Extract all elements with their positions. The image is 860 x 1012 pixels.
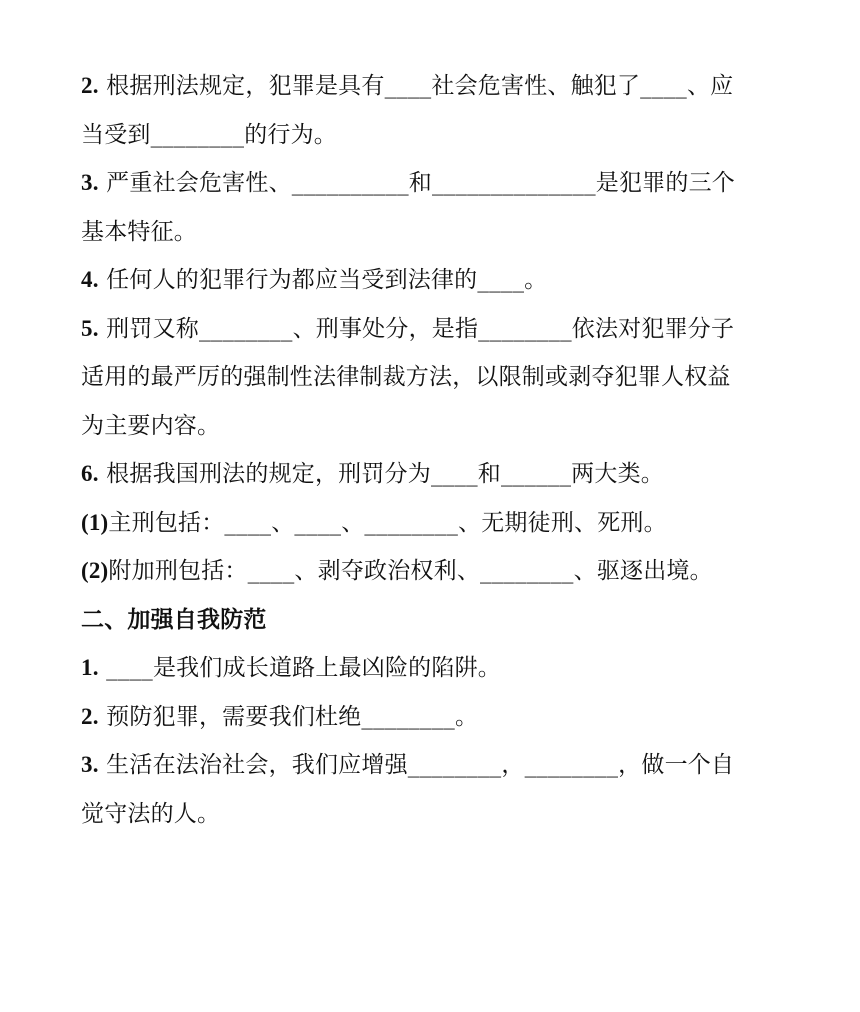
line-text: 严重社会危害性、__________和______________是犯罪的三个 [98, 170, 735, 196]
text-line [81, 547, 781, 596]
item-number: 5. [81, 315, 99, 341]
line-text: ____是我们成长道路上最凶险的陷阱。 [98, 655, 501, 681]
text-line [81, 62, 781, 111]
item-number: 2. [81, 703, 99, 729]
line-text: 附加刑包括：____、剥夺政治权利、________、驱逐出境。 [108, 558, 713, 584]
item-number: 4. [81, 267, 99, 292]
text-line [81, 790, 781, 839]
text-line [81, 256, 781, 305]
heading-text: 二、加强自我防范 [81, 605, 267, 633]
line-text: 基本特征。 [81, 218, 197, 245]
document-page [81, 62, 781, 838]
line-text: 觉守法的人。 [81, 800, 221, 827]
line-text: 任何人的犯罪行为都应当受到法律的____。 [98, 267, 548, 293]
line-text: 预防犯罪，需要我们杜绝________。 [98, 703, 479, 730]
text-line [81, 111, 781, 160]
line-text: 主刑包括：____、____、________、无期徒刑、死刑。 [108, 509, 667, 536]
text-line [81, 644, 781, 693]
text-line [81, 741, 781, 790]
item-number: 3. [81, 170, 99, 195]
item-number: 6. [81, 461, 99, 486]
item-number: (1) [81, 509, 109, 535]
line-text: 生活在法治社会，我们应增强________，________，做一个自 [98, 752, 735, 778]
text-line [81, 693, 781, 742]
item-number: 3. [81, 752, 99, 777]
section-heading [81, 596, 781, 645]
item-number: 1. [81, 655, 99, 680]
line-text: 刑罚又称________、刑事处分，是指________依法对犯罪分子 [98, 315, 735, 342]
text-line [81, 499, 781, 548]
line-text: 根据我国刑法的规定，刑罚分为____和______两大类。 [98, 461, 664, 487]
line-text: 根据刑法规定，犯罪是具有____社会危害性、触犯了____、应 [98, 73, 734, 99]
text-line [81, 402, 781, 451]
item-number: 2. [81, 73, 99, 98]
text-line [81, 450, 781, 499]
text-line [81, 353, 781, 402]
line-text: 当受到________的行为。 [81, 121, 337, 148]
text-line [81, 305, 781, 354]
item-number: (2) [81, 558, 109, 583]
line-text: 为主要内容。 [81, 412, 221, 439]
line-text: 适用的最严厉的强制性法律制裁方法，以限制或剥夺犯罪人权益 [81, 364, 731, 390]
text-line [81, 159, 781, 208]
text-line [81, 208, 781, 257]
